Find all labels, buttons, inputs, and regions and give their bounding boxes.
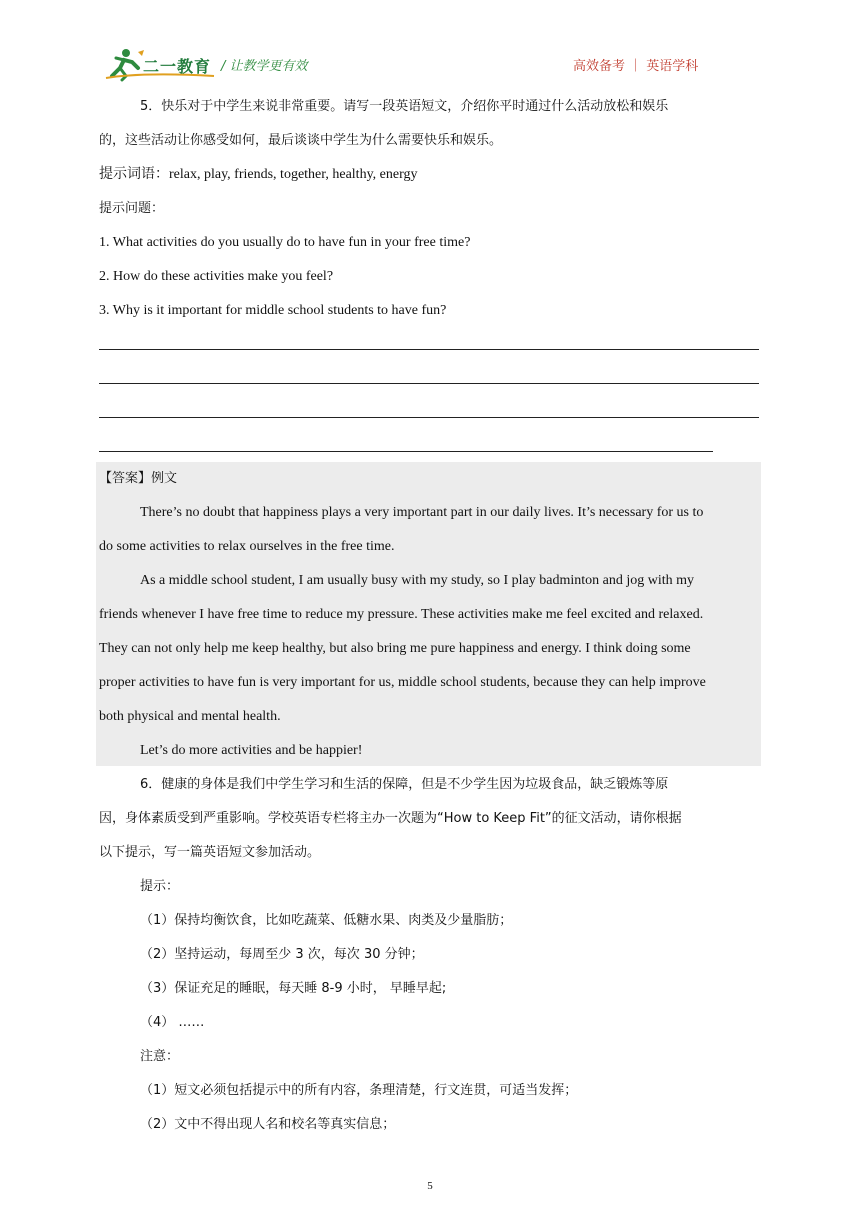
answer-line: There’s no doubt that happiness plays a very important part in our daily lives. It’s necessary for us to [140, 505, 704, 520]
q5-question-3: 3. Why is it important for middle school students to have fun? [99, 303, 447, 318]
q5-prompt-line2: 的，这些活动让你感受如何，最后谈谈中学生为什么需要快乐和娱乐。 [99, 133, 503, 148]
answer-line: do some activities to relax ourselves in the free time. [99, 539, 395, 554]
q5-hint-questions-label: 提示问题： [99, 201, 165, 216]
page-number: 5 [427, 1180, 433, 1192]
answer-blank-line[interactable] [99, 349, 759, 350]
answer-line: Let’s do more activities and be happier! [140, 743, 363, 758]
q6-prompt-line1: 6．健康的身体是我们中学生学习和生活的保障，但是不少学生因为垃圾食品，缺乏锻炼等原 [140, 777, 669, 792]
q6-note: （1）短文必须包括提示中的所有内容，条理清楚，行文连贯，可适当发挥； [140, 1083, 578, 1098]
q5-prompt-line1: 5．快乐对于中学生来说非常重要。请写一段英语短文，介绍你平时通过什么活动放松和娱乐 [140, 99, 669, 114]
answer-line: As a middle school student, I am usually busy with my study, so I play badminton and jog with my [140, 573, 694, 588]
header-subject: 高效备考 ｜ 英语学科 [573, 59, 699, 74]
answer-line: both physical and mental health. [99, 709, 281, 724]
answer-label: 【答案】例文 [99, 471, 178, 486]
header-slogan: / 让教学更有效 [221, 59, 308, 74]
q6-notes-label: 注意： [140, 1049, 180, 1064]
answer-line: proper activities to have fun is very important for us, middle school students, because they can help improve [99, 675, 706, 690]
q5-hint-words: 提示词语：relax, play, friends, together, healthy, energy [99, 167, 418, 182]
q6-hint: （1）保持均衡饮食，比如吃蔬菜、低糖水果、肉类及少量脂肪； [140, 913, 513, 928]
q6-hint: （3）保证充足的睡眠，每天睡 8-9 小时， 早睡早起; [140, 981, 447, 996]
q5-question-1: 1. What activities do you usually do to have fun in your free time? [99, 235, 471, 250]
q6-hint: （2）坚持运动，每周至少 3 次，每次 30 分钟； [140, 947, 424, 962]
logo-text: 二一教育 [143, 57, 212, 76]
answer-blank-line[interactable] [99, 417, 759, 418]
answer-line: friends whenever I have free time to reduce my pressure. These activities make me feel excited and relaxed. [99, 607, 704, 622]
q6-prompt-line2: 因，身体素质受到严重影响。学校英语专栏将主办一次题为“How to Keep Fit”的征文活动，请你根据 [99, 811, 682, 826]
q6-prompt-line3: 以下提示，写一篇英语短文参加活动。 [99, 845, 321, 860]
q6-hint-label: 提示： [140, 879, 180, 894]
answer-line: They can not only help me keep healthy, but also bring me pure happiness and energy. I think doing some [99, 641, 691, 656]
answer-blank-line[interactable] [99, 383, 759, 384]
q6-hint: （4） …… [140, 1015, 205, 1030]
q6-note: （2）文中不得出现人名和校名等真实信息； [140, 1117, 396, 1132]
q5-question-2: 2. How do these activities make you feel? [99, 269, 334, 284]
answer-blank-line[interactable] [99, 451, 713, 452]
